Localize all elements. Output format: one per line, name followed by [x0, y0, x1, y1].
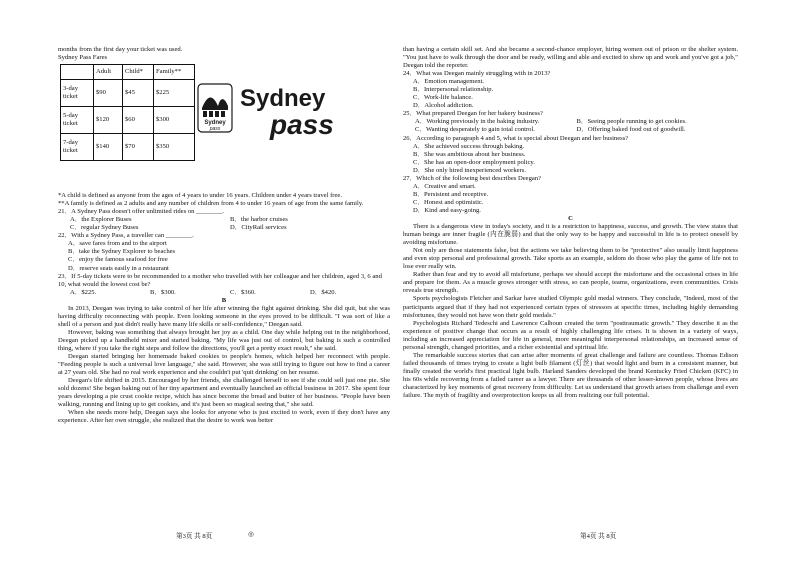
passage-c-paragraph: Not only are those statements false, but the actions we take believing them to be "protective" also usually limit happiness and even stop personal and professional growth. Take sports as an example, seldom do those who play the game of life not to lose ever really win. [403, 247, 738, 271]
left-column [58, 46, 390, 425]
note-child: *A child is defined as anyone from the ages of 4 years to under 16 years. Children under 4 years travel free. [58, 192, 342, 200]
q25-stem: 25．What prepared Deegan for her bakery business? [403, 110, 543, 118]
footer-mark: ◎ [248, 531, 254, 538]
passage-c-paragraph: There is a dangerous view in today's society, and it is a restriction to happiness, success, and growth. The view states that human beings are inner fragile (内在脆弱) and that the only way to be happy and successful in life is to protect oneself by avoiding misfortune. [403, 223, 738, 247]
page-number-left: 第3页 共 8页 [176, 533, 213, 540]
q24-option-a[interactable]: A．Emotion management. [413, 78, 485, 86]
q25-option-c[interactable]: C．Wanting desperately to gain total control. [415, 126, 535, 134]
q26-stem: 26．According to paragraph 4 and 5, what is special about Deegan and her business? [403, 134, 629, 142]
q21-options-row1 [58, 216, 390, 224]
q26-option-c[interactable]: C．She has an open-door employment policy. [413, 158, 535, 166]
q26-option-b[interactable]: B．She was ambitious about her business. [413, 150, 526, 158]
q21-option-c[interactable]: C．regular Sydney Buses [70, 224, 139, 232]
q27-option-c[interactable]: C．Honest and optimistic. [413, 198, 484, 206]
section-b-heading: B [221, 296, 227, 304]
passage-b-paragraph: In 2013, Deegan was trying to take control of her life after winning the fight against drinking. She did quit, but she was having difficulty reconnecting with people. Even looking someone in the eyes proved to be difficult. "I was sort of like a shell of a person and just didn't really have many life skills or self-confidence," Deegan said. [58, 304, 390, 328]
q21-options-row2 [58, 224, 390, 232]
fares-table [60, 64, 195, 161]
q23-options [58, 289, 390, 297]
table-row [61, 80, 195, 107]
section-c-heading: C [568, 214, 573, 222]
q21-option-a[interactable]: A．the Explorer Buses [70, 216, 132, 224]
table-cell: 7-day ticket [61, 134, 94, 161]
note-family: **A family is defined as 2 adults and any number of children from 4 to under 16 years of age from the same family. [58, 200, 364, 208]
table-row [61, 107, 195, 134]
table-cell: $120 [94, 107, 123, 134]
q23-option-d[interactable]: D．$420. [310, 288, 337, 296]
q23-option-a[interactable]: A．$225. [70, 288, 97, 296]
table-cell: $90 [94, 80, 123, 107]
q22-option-a[interactable]: A．save fares from and to the airport [68, 240, 167, 248]
logo-brand-main: Sydney [240, 85, 326, 113]
table-cell: $140 [94, 134, 123, 161]
q24-option-d[interactable]: D．Alcohol addiction. [413, 102, 474, 110]
table-header-cell: Adult [94, 65, 123, 80]
passage-c-paragraph: The remarkable success stories that can arise after moments of great challenge and failure are countless. Thomas Edison failed thousands of times trying to create a light bulb filament (灯丝) that would light and burn in a consistent manner, but finally created the world's first practical light bulb. Harland Sanders developed the brand Kentucky Fried Chicken (KFC) in his 60s while recovering from a failed career as a lawyer. There are thousands of other lesser-known people, whose lives are characterized by key moments of great recovery from difficulty. Let us understand that growth arises from challenge and even failure. The myth of fragility and overprotection keeps us all from realizing our full potential. [403, 351, 738, 400]
table-cell: $70 [123, 134, 154, 161]
passage-b-paragraph: However, baking was something that always brought her joy as a child. One day while helping out in the neighborhood, Deegan picked up a handheld mixer and started baking. "My life was just out of control, but baking is such a controlled thing, where if you take the right steps and follow the directions, you'll get a pretty exact result," she said. [58, 328, 390, 352]
q24-option-b[interactable]: B．Interpersonal relationship. [413, 86, 494, 94]
q23-stem: 23．If 5-day tickets were to be recommended to a mother who travelled with her colleague and her children, aged 3, 6 and 10, what would the lowest cost be? [58, 272, 382, 288]
passage-c-paragraph: Sports psychologists Fletcher and Sarkar have studied Olympic gold medal winners. They conclude, "Indeed, most of the participants argued that if they had not experienced certain types of stressors at specific times, including highly demanding misfortunes, they would not have won their gold medals." [403, 295, 738, 319]
table-cell: $300 [154, 107, 195, 134]
page-number-right: 第4页 共 8页 [580, 533, 617, 540]
q26-option-d[interactable]: D．She only hired inexperienced workers. [413, 166, 526, 174]
passage-b-paragraph: Deegan's life shifted in 2015. Encouraged by her friends, she challenged herself to see if she could sell just one pie. She sold dozens! She began baking out of her tiny apartment and eventually launched an official business in 2017. She spent four years developing a pie crust cookie recipe, which has since become the bread and butter of her business. "People have been walking, running and lining up to get cookies, and it's just been so magical seeing that," she said. [58, 377, 390, 409]
q24-option-c[interactable]: C．Work-life balance. [413, 94, 473, 102]
q22-option-d[interactable]: D．reserve seats easily in a restaurant [68, 264, 169, 272]
q23-option-b[interactable]: B．$300. [150, 288, 176, 296]
q22-option-c[interactable]: C．enjoy the famous seafood for free [68, 256, 168, 264]
q27-option-b[interactable]: B．Persistent and receptive. [413, 190, 489, 198]
sydney-pass-logo [196, 80, 376, 140]
passage-c-paragraph: Rather than fear and try to avoid all misfortune, perhaps we should accept the misfortune and the occasional crises in life and prepare for them. As a muscle grows stronger with stress, so can people, teams, organizations, even communities. Crisis reveals true strength. [403, 271, 738, 295]
table-cell: 5-day ticket [61, 107, 94, 134]
passage-b-paragraph: When she needs more help, Deegan says she looks for anyone who is just excited to work, even if they don't have any experience. After her own struggle, she realized that the desire to work was better [58, 409, 390, 425]
q23-option-c[interactable]: C．$360. [230, 288, 256, 296]
q27-stem: 27．Which of the following best describes Deegan? [403, 174, 542, 182]
table-cell: $225 [154, 80, 195, 107]
table-cell: $45 [123, 80, 154, 107]
fares-title: Sydney Pass Fares [58, 54, 108, 62]
fares-area [58, 64, 390, 192]
q24-stem: 24．What was Deegan mainly struggling with in 2013? [403, 70, 551, 78]
q27-option-d[interactable]: D．Kind and easy-going. [413, 206, 481, 214]
table-row [61, 134, 195, 161]
table-cell: $60 [123, 107, 154, 134]
q22-stem: 22．With a Sydney Pass, a traveller can ________. [58, 232, 194, 240]
q26-option-a[interactable]: A．She achieved success through baking. [413, 142, 525, 150]
q25-option-b[interactable]: B．Seeing people running to get cookies. [576, 118, 687, 126]
passage-c-paragraph: Psychologists Richard Tedeschi and Lawrence Calhoun created the term "posttraumatic growth." They describe it as the experience of positive change that occurs as a result of highly challenging life crises. It is shown in a variety of ways, including an increased appreciation for life in general, more meaningful interpersonal relationships, an increased sense of personal strength, changed priorities, and a richer existential and spiritual life. [403, 319, 738, 351]
q21-option-b[interactable]: B．the harbor cruises [230, 216, 288, 224]
q22-option-b[interactable]: B．take the Sydney Explorer to beaches [68, 248, 176, 256]
badge-top-text: Sydney [204, 120, 226, 127]
passage-b-continuation: than having a certain skill set. And she became a second-chance employer, hiring women out of prison or the shelter system. "You just have to walk through the door and be ready, willing and able and excited to show up and work and you've got a job," Deegan told the reporter. [403, 46, 738, 70]
table-header-cell [61, 65, 94, 80]
badge-bottom-text: pass [209, 126, 221, 133]
opera-house-badge-icon [198, 84, 232, 132]
table-header-row [61, 65, 195, 80]
table-header-cell: Child* [123, 65, 154, 80]
table-cell: $350 [154, 134, 195, 161]
q21-stem: 21．A Sydney Pass doesn't offer unlimited rides on ________. [58, 208, 225, 216]
q25-option-a[interactable]: A．Working previously in the baking industry. [415, 118, 540, 126]
q27-option-a[interactable]: A．Creative and smart. [413, 182, 476, 190]
logo-brand-sub: pass [270, 109, 334, 141]
table-header-cell: Family** [154, 65, 195, 80]
passage-b-paragraph: Deegan started bringing her homemade baked cookies to people's homes, which helped her reconnect with people. "Feeding people is such a universal love language," she said. However, she was still trying to figure out how to find a career at 27 years old. She had no real work experience and she couldn't put 'quit drinking' on her resume. [58, 353, 390, 377]
table-cell: 3-day ticket [61, 80, 94, 107]
q25-options-row1 [403, 118, 738, 126]
q25-options-row2 [403, 126, 738, 134]
q25-option-d[interactable]: D．Offering baked food out of goodwill. [576, 126, 686, 134]
intro-text: months from the first day your ticket was used. [58, 46, 183, 53]
right-column [403, 46, 738, 400]
q21-option-d[interactable]: D．CityRail services [230, 224, 287, 232]
